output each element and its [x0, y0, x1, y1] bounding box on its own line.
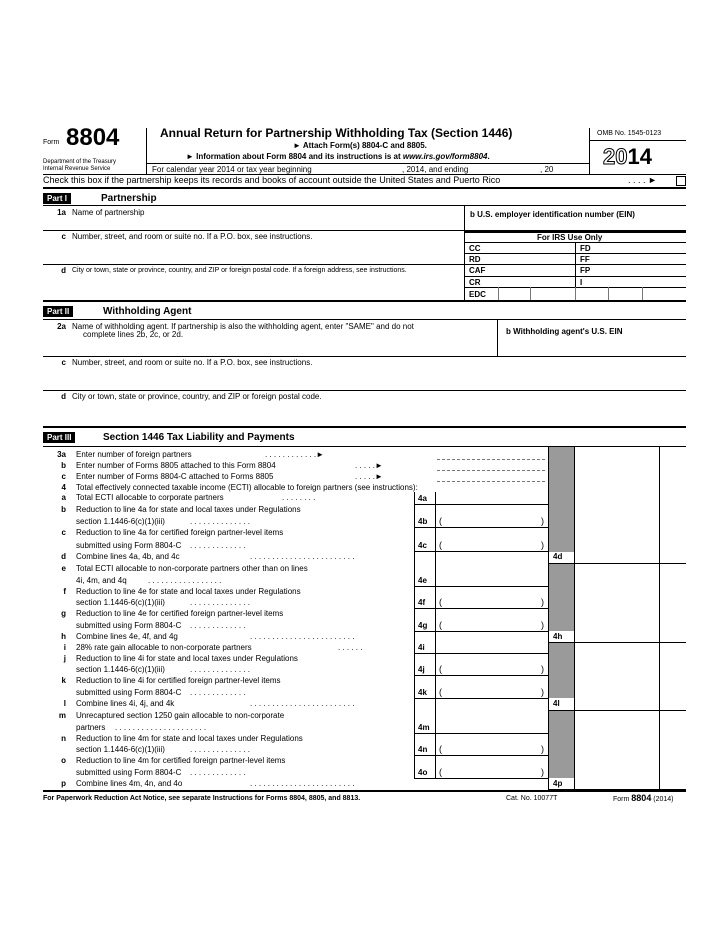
part3-line-num: j: [63, 654, 66, 663]
outside-us-checkbox-dots: . . . . ►: [628, 175, 657, 185]
part2-title: Withholding Agent: [103, 306, 192, 317]
part3-box-id: 4f: [418, 598, 426, 607]
partnership-ein-field[interactable]: [470, 219, 680, 229]
part3-amount-field[interactable]: [437, 654, 547, 674]
part3-row-line: [548, 710, 686, 711]
part3-row-line: [548, 642, 686, 643]
irs-ff: FF: [580, 255, 590, 264]
part3-count-underline: [437, 481, 545, 482]
part3-box-id: 4h: [553, 632, 563, 641]
part3-line-num: m: [58, 711, 66, 720]
part3-line-text: Reduction to line 4e for certified foreign partner-level items: [76, 609, 284, 618]
open-paren: (: [439, 540, 442, 550]
close-paren: ): [541, 664, 544, 674]
part3-box-id: 4i: [418, 643, 425, 652]
part3-line-text-2: 4i, 4m, and 4q: [76, 576, 127, 585]
part3-line-text: Reduction to line 4e for state and local taxes under Regulations: [76, 587, 301, 596]
part3-amount-field[interactable]: [437, 528, 547, 550]
close-paren: ): [541, 540, 544, 550]
part3-leader-dots: . . . . . . . . . . . . . . . . . . . . . . . .: [250, 779, 355, 788]
part3-line-text: Combine lines 4i, 4j, and 4k: [76, 699, 175, 708]
irs-caf: CAF: [469, 266, 486, 275]
open-paren: (: [439, 744, 442, 754]
part3-leader-dots: . . . . . . . . . . . . . .: [190, 745, 251, 754]
part3-line-num: n: [61, 734, 66, 743]
part3-line-text-2: submitted using Form 8804-C: [76, 768, 182, 777]
part3-box-id: 4o: [418, 768, 428, 777]
part3-line-num: i: [63, 643, 66, 652]
part3-box-id: 4b: [418, 517, 428, 526]
part3-box-id: 4p: [553, 779, 563, 788]
part3-row-line: [414, 778, 548, 779]
part3-count-field[interactable]: [437, 449, 545, 459]
agent-name-field[interactable]: [72, 340, 492, 353]
part3-leader-dots: . . . . . . . . . . . . .: [190, 688, 246, 697]
part3-title: Section 1446 Tax Liability and Payments: [103, 432, 295, 443]
part3-line-text-2: section 1.1446-6(c)(1)(iii): [76, 665, 165, 674]
part3-line-text: Reduction to line 4i for certified foreign partner-level items: [76, 676, 281, 685]
open-paren: (: [439, 687, 442, 697]
dept-line1: Department of the Treasury: [43, 159, 117, 165]
close-paren: ): [541, 620, 544, 630]
part3-leader-dots: . . . . . . . . . . . . .: [190, 768, 246, 777]
part3-amount-field[interactable]: [437, 609, 547, 630]
open-paren: (: [439, 767, 442, 777]
part3-line-num: o: [61, 756, 66, 765]
part3-line-text: Total effectively connected taxable income (ECTI) allocable to foreign partners (see instructions):: [76, 483, 418, 492]
part3-amount-field[interactable]: [437, 564, 547, 585]
close-paren: ): [541, 597, 544, 607]
line-1d-num: d: [61, 266, 66, 275]
info-url[interactable]: www.irs.gov/form8804: [402, 152, 488, 161]
part3-total-field[interactable]: [576, 779, 658, 788]
open-paren: (: [439, 664, 442, 674]
irs-cc: CC: [469, 244, 481, 253]
line-2a-label-1: Name of withholding agent. If partnership is also the withholding agent, enter "SAME" and do not: [72, 322, 414, 331]
dept-line2: Internal Revenue Service: [43, 166, 111, 172]
footer-form-label: Form: [613, 796, 630, 803]
part3-leader-dots: . . . . .►: [355, 461, 383, 470]
part3-line-text: Unrecaptured section 1250 gain allocable to non-corporate: [76, 711, 285, 720]
agent-ein-field[interactable]: [506, 340, 682, 353]
line-1a-label: Name of partnership: [72, 208, 145, 217]
part3-line-text-2: section 1.1446-6(c)(1)(iii): [76, 517, 165, 526]
part3-line-text-2: section 1.1446-6(c)(1)(iii): [76, 598, 165, 607]
part1-tab: Part I: [43, 193, 71, 204]
part3-leader-dots: . . . . . . . . . . . . . .: [190, 665, 251, 674]
irs-rd: RD: [469, 255, 481, 264]
part3-row-line: [548, 563, 686, 564]
cat-number: Cat. No. 10077T: [506, 795, 558, 802]
partnership-street-field[interactable]: [72, 242, 460, 262]
part3-box-id: 4k: [418, 688, 427, 697]
agent-city-field[interactable]: [72, 402, 680, 422]
tax-year: [603, 144, 652, 170]
agent-street-field[interactable]: [72, 368, 680, 388]
part3-box-id: 4a: [418, 494, 427, 503]
part3-line-num: b: [61, 461, 66, 470]
part3-line-text-2: submitted using Form 8804-C: [76, 541, 182, 550]
part3-line-num: c: [61, 528, 66, 537]
part3-line-text: Combine lines 4a, 4b, and 4c: [76, 552, 180, 561]
part3-box-id: 4e: [418, 576, 427, 585]
info-prefix: ► Information about Form 8804 and its instructions is at: [186, 152, 403, 161]
irs-fd: FD: [580, 244, 591, 253]
part3-box-id: 4j: [418, 665, 425, 674]
irs-i: I: [580, 278, 583, 287]
attach-line: ► Attach Form(s) 8804-C and 8805.: [293, 141, 427, 150]
part3-line-text: Combine lines 4m, 4n, and 4o: [76, 779, 183, 788]
omb-number: OMB No. 1545-0123: [597, 130, 662, 137]
part3-leader-dots: . . . . . . . . . . . . . .: [190, 598, 251, 607]
irs-cr: CR: [469, 278, 481, 287]
part3-line-num: g: [61, 609, 66, 618]
part3-line-num: 3a: [57, 450, 66, 459]
part3-line-text: Reduction to line 4a for certified foreign partner-level items: [76, 528, 284, 537]
part3-line-num: a: [61, 493, 66, 502]
part3-line-num: l: [63, 699, 66, 708]
partnership-city-field[interactable]: [72, 276, 460, 296]
form-number: 8804: [66, 124, 120, 151]
part3-line-num: 4: [61, 483, 66, 492]
line-2b-label: b Withholding agent's U.S. EIN: [506, 327, 623, 336]
part3-row-line: [414, 551, 548, 552]
part3-leader-dots: . . . . . . . .: [282, 493, 316, 502]
part3-line-text: Enter number of Forms 8805 attached to this Form 8804: [76, 461, 276, 470]
partnership-name-field[interactable]: [72, 217, 460, 228]
part3-line-num: k: [61, 676, 66, 685]
part3-total-field[interactable]: [576, 552, 658, 562]
year-bold: 14: [627, 144, 652, 169]
close-paren: ): [541, 687, 544, 697]
line-1d-label: City or town, state or province, country, and ZIP or foreign postal code. If a foreign address, see instructions.: [72, 267, 407, 274]
part3-box-id: 4n: [418, 745, 428, 754]
part3-box-id: 4d: [553, 552, 563, 561]
part3-count-field[interactable]: [437, 471, 545, 481]
part3-leader-dots: . . . . . . . . . . . . . . . . . . . . . . . .: [250, 699, 355, 708]
part3-box-id: 4m: [418, 723, 430, 732]
line-2c-label: Number, street, and room or suite no. If a P.O. box, see instructions.: [72, 358, 313, 367]
line-2c-num: c: [61, 358, 66, 367]
part3-count-field[interactable]: [437, 460, 545, 470]
part3-box-id: 4c: [418, 541, 427, 550]
part3-total-field[interactable]: [576, 632, 658, 641]
part3-leader-dots: . . . . . . . . . . . . . . . . . . . . . . . .: [250, 632, 355, 641]
part3-amount-field[interactable]: [437, 505, 547, 526]
irs-fp: FP: [580, 266, 591, 275]
part3-box-id: 4g: [418, 621, 428, 630]
part3-row-line: [414, 631, 548, 632]
close-paren: ): [541, 516, 544, 526]
part3-line-text: 28% rate gain allocable to non-corporate partners: [76, 643, 252, 652]
part3-line-text: Combine lines 4e, 4f, and 4g: [76, 632, 178, 641]
close-paren: ): [541, 767, 544, 777]
part3-line-num: h: [61, 632, 66, 641]
part3-amount-field[interactable]: [437, 711, 547, 732]
part3-line-text-2: section 1.1446-6(c)(1)(iii): [76, 745, 165, 754]
part3-line-num: e: [61, 564, 66, 573]
part3-line-text-2: submitted using Form 8804-C: [76, 621, 182, 630]
footer-form-id: [613, 794, 674, 804]
part3-line-num: p: [61, 779, 66, 788]
outside-us-checkbox-label: Check this box if the partnership keeps its records and books of account outside the United States and Puerto Rico: [43, 175, 501, 185]
part3-leader-dots: . . . . . . . . . . . . .: [190, 541, 246, 550]
part3-line-text-2: submitted using Form 8804-C: [76, 688, 182, 697]
part3-leader-dots: . . . . . . . . . . . . . . . . . . . . .: [115, 723, 207, 732]
part3-leader-dots: . . . . . .: [338, 643, 363, 652]
outside-us-checkbox[interactable]: [676, 176, 686, 186]
part1-title: Partnership: [101, 193, 157, 204]
part3-line-num: d: [61, 552, 66, 561]
part3-tab: Part III: [43, 432, 75, 443]
part3-leader-dots: . . . . . . . . . . . . . .: [190, 517, 251, 526]
year-outline: 20: [603, 144, 628, 169]
line-1c-label: Number, street, and room or suite no. If a P.O. box, see instructions.: [72, 232, 313, 241]
part3-line-text: Reduction to line 4m for certified foreign partner-level items: [76, 756, 286, 765]
part3-line-text-2: partners: [76, 723, 106, 732]
part3-amount-field[interactable]: [437, 676, 547, 697]
part3-line-text: Enter number of foreign partners: [76, 450, 192, 459]
part3-line-text: Total ECTI allocable to corporate partners: [76, 493, 224, 502]
info-line: [186, 152, 490, 161]
open-paren: (: [439, 597, 442, 607]
calendar-end-label: , 20: [540, 165, 554, 174]
close-paren: ): [541, 744, 544, 754]
part3-leader-dots: . . . . . . . . . . . . . . . . . . . . . . . .: [250, 552, 355, 561]
footer-form-number: 8804: [631, 793, 652, 803]
part3-line-text: Reduction to line 4a for state and local taxes under Regulations: [76, 505, 301, 514]
part3-leader-dots: . . . . . . . . . . . . .: [190, 621, 246, 630]
line-2d-label: City or town, state or province, country, and ZIP or foreign postal code.: [72, 392, 322, 401]
line-1b-label: b U.S. employer identification number (EIN): [470, 210, 635, 219]
calendar-year-label: For calendar year 2014 or tax year beginning: [152, 165, 312, 174]
open-paren: (: [439, 516, 442, 526]
part3-amount-field[interactable]: [437, 587, 547, 607]
part3-amount-field[interactable]: [437, 734, 547, 754]
part3-line-text: Enter number of Forms 8804-C attached to Forms 8805: [76, 472, 274, 481]
info-suffix: .: [487, 152, 490, 161]
part3-amount-field[interactable]: [437, 493, 547, 503]
footer-form-year: (2014): [653, 796, 674, 803]
line-2a-num: 2a: [57, 322, 66, 331]
part3-leader-dots: . . . . . . . . . . . .►: [265, 450, 325, 459]
part3-line-text: Reduction to line 4i for state and local taxes under Regulations: [76, 654, 298, 663]
part3-box-id: 4l: [553, 699, 560, 708]
part3-line-num: c: [61, 472, 66, 481]
part3-leader-dots: . . . . . . . . . . . . . . . . .: [148, 576, 222, 585]
line-2d-num: d: [61, 392, 66, 401]
calendar-mid-label: , 2014, and ending: [402, 165, 469, 174]
form-label: Form: [43, 139, 60, 146]
part3-leader-dots: . . . . .►: [355, 472, 383, 481]
part3-line-text: Total ECTI allocable to non-corporate partners other than on lines: [76, 564, 308, 573]
open-paren: (: [439, 620, 442, 630]
part2-tab: Part II: [43, 306, 73, 317]
line-2a-label-2: complete lines 2b, 2c, or 2d.: [83, 330, 184, 339]
part3-row-line: [414, 698, 548, 699]
part3-total-field[interactable]: [576, 699, 658, 709]
irs-edc: EDC: [469, 290, 486, 299]
part3-amount-field[interactable]: [437, 643, 547, 652]
part3-line-num: b: [61, 505, 66, 514]
part3-amount-field[interactable]: [437, 756, 547, 777]
line-1c-num: c: [61, 232, 66, 241]
part3-line-num: f: [63, 587, 66, 596]
paperwork-notice: For Paperwork Reduction Act Notice, see separate Instructions for Forms 8804, 8805, and 8813.: [43, 795, 361, 802]
part3-line-text: Reduction to line 4m for state and local taxes under Regulations: [76, 734, 303, 743]
irs-use-only-label: For IRS Use Only: [537, 233, 603, 242]
line-1a-num: 1a: [57, 208, 66, 217]
form-title: Annual Return for Partnership Withholding Tax (Section 1446): [160, 126, 513, 140]
